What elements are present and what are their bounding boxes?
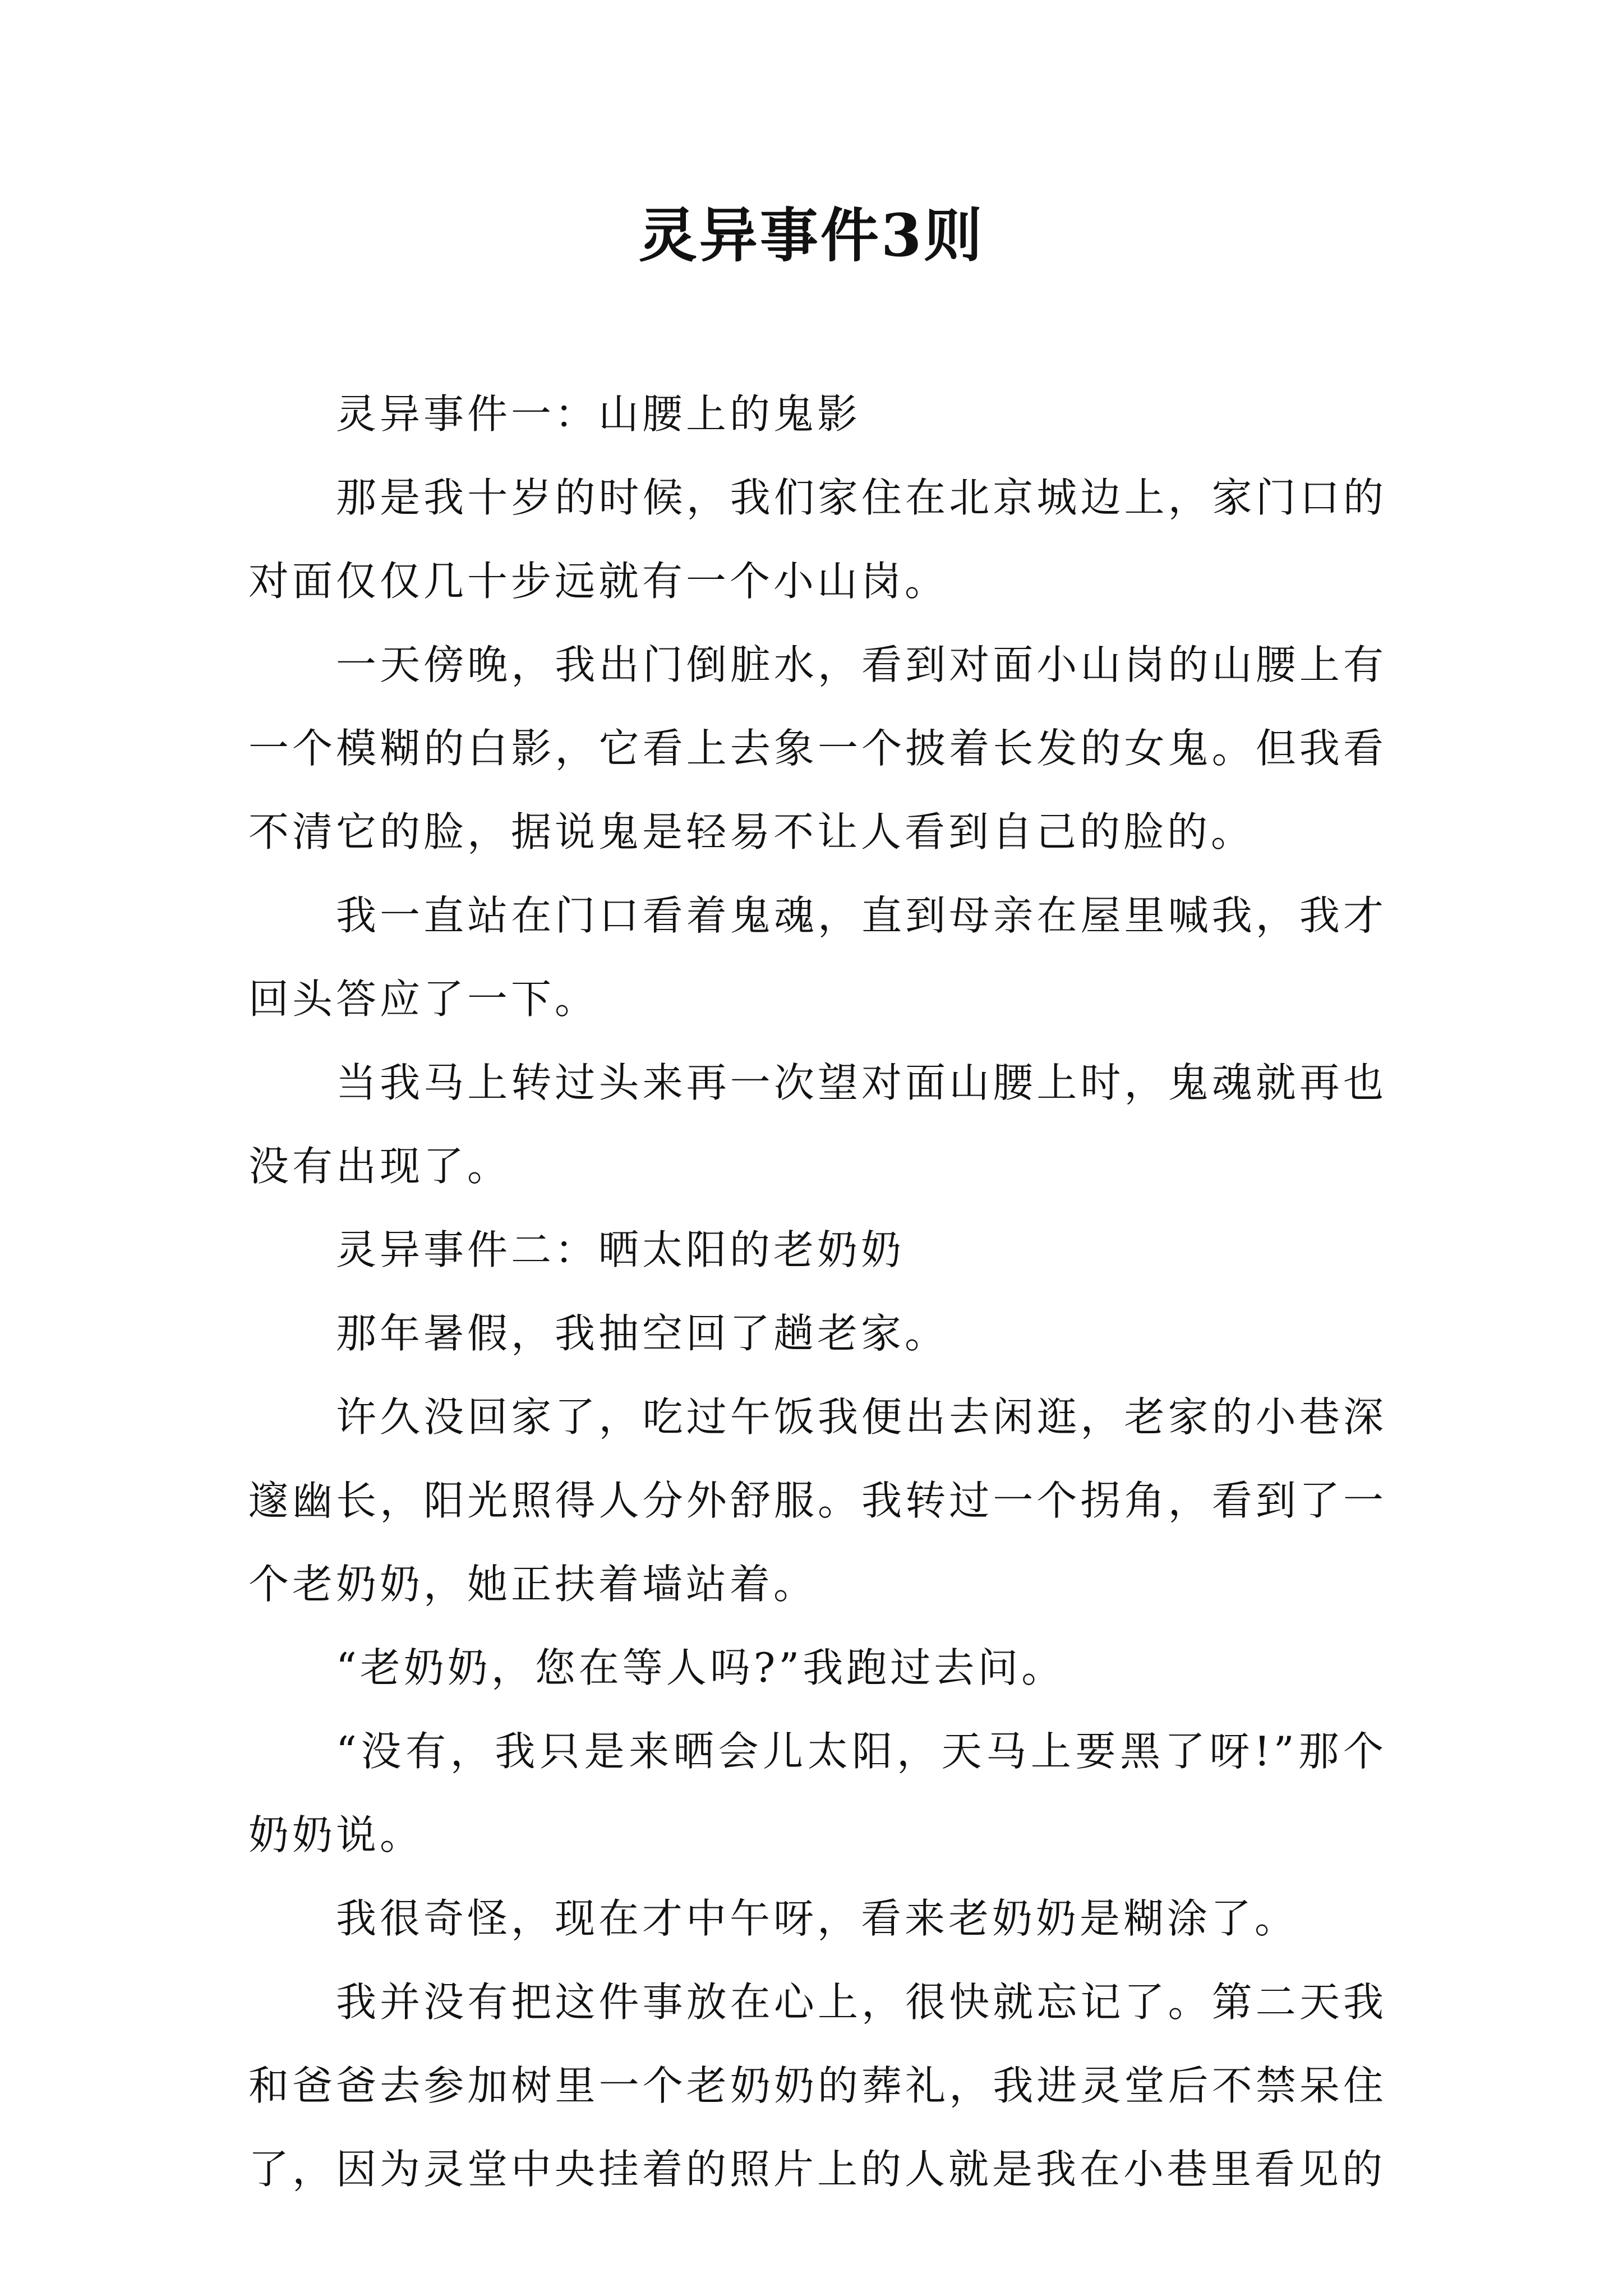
paragraph-heading-2: 灵异事件二：晒太阳的老奶奶 (336, 1226, 905, 1273)
paragraph: 一天傍晚，我出门倒脏水，看到对面小山岗的山腰上有一个模糊的白影，它看上去象一个披着长发的女鬼。但我看不清它的脸，据说鬼是轻易不让人看到自己的脸的。 (248, 641, 1387, 855)
paragraph: 我很奇怪，现在才中午呀，看来老奶奶是糊涂了。 (336, 1895, 1299, 1942)
paragraph: 我并没有把这件事放在心上，很快就忘记了。第二天我和爸爸去参加树里一个老奶奶的葬礼，我进灵堂后不禁呆住了，因为灵堂中央挂着的照片上的人就是我在小巷里看见的 (248, 1978, 1387, 2193)
document-title: 灵异事件3则 (638, 201, 985, 270)
paragraph: 当我马上转过头来再一次望对面山腰上时，鬼魂就再也没有出现了。 (248, 1059, 1387, 1190)
paragraph-quote: “老奶奶，您在等人吗?”我跑过去问。 (336, 1644, 1066, 1691)
paragraph-heading-1: 灵异事件一：山腰上的鬼影 (336, 390, 861, 438)
paragraph: 许久没回家了，吃过午饭我便出去闲逛，老家的小巷深邃幽长，阳光照得人分外舒服。我转过一个拐角，看到了一个老奶奶，她正扶着墙站着。 (248, 1393, 1387, 1608)
paragraph: 我一直站在门口看着鬼魂，直到母亲在屋里喊我，我才回头答应了一下。 (248, 892, 1387, 1023)
paragraph-quote: “没有，我只是来晒会儿太阳，天马上要黑了呀!”那个奶奶说。 (248, 1728, 1387, 1858)
paragraph: 那是我十岁的时候，我们家住在北京城边上，家门口的对面仅仅几十步远就有一个小山岗。 (248, 474, 1387, 605)
paragraph: 那年暑假，我抽空回了趟老家。 (336, 1310, 949, 1357)
document-body (248, 372, 1387, 2211)
